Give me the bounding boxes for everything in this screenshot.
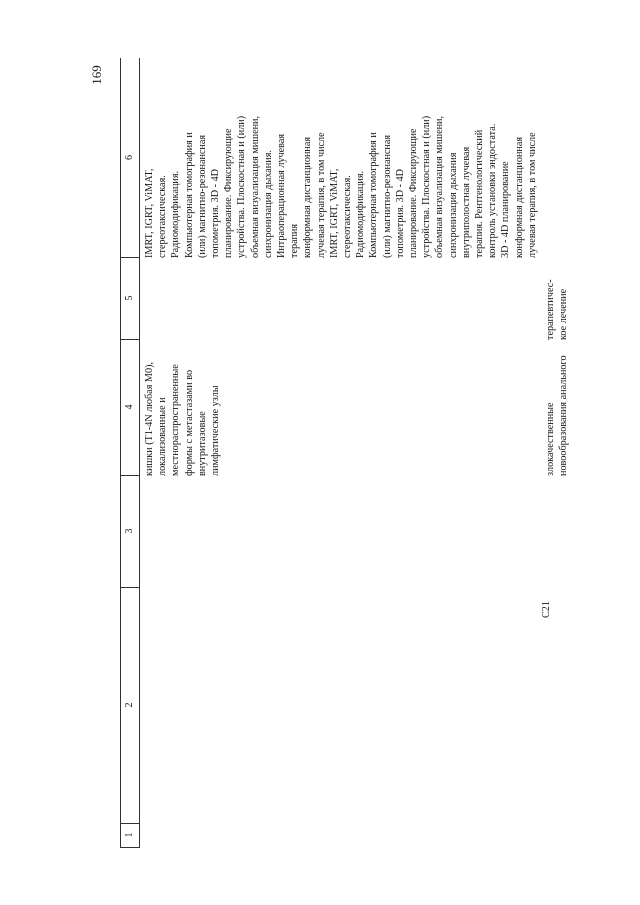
- table-header: [120, 58, 140, 848]
- header-col-3: 3: [121, 475, 139, 588]
- row2-col5: терапевтичес- кое лечение: [545, 279, 570, 340]
- header-col-6: 6: [121, 58, 139, 258]
- header-col-4: 4: [121, 339, 139, 476]
- row1-col6: IMRT, IGRT, ViMAT, стереотаксическая. Радиомодификация. Компьютерная томография и (или) магнитно-резонансная топометрия. 3D - 4D планирование. Фиксирующие устройства. Плоскостная и (или) объемная визуализация мишени, синхронизация дыхания. Интраоперационная лучевая терапия конформная дистанционная лучевая терапия, в том числе IMRT, IGRT, ViMAT, стереотаксическая. Радиомодификация. Компьютерная томография и (или) магнитно-резонансная топометрия. 3D - 4D планирование. Фиксирующие устройства. Плоскостная и (или) объемная визуализация мишени, синхронизация дыхания внутриполостная лучевая терапия. Рентгенологический контроль установки эндостата. 3D - 4D планирование конформная дистанционная лучевая терапия, в том числе: [144, 115, 538, 258]
- row2-col4: злокачественные новообразования анального: [545, 355, 570, 476]
- header-col-2: 2: [121, 587, 139, 824]
- header-col-5: 5: [121, 257, 139, 340]
- row1-col4: кишки (T1-4N любая M0), локализованные и местнораспространенные формы с метастазами во внутритазовые лимфатические узлы: [144, 361, 222, 476]
- header-col-1: 1: [121, 823, 139, 848]
- row2-col3: C21: [541, 601, 552, 618]
- page-number: 169: [89, 65, 104, 85]
- table: [120, 58, 620, 848]
